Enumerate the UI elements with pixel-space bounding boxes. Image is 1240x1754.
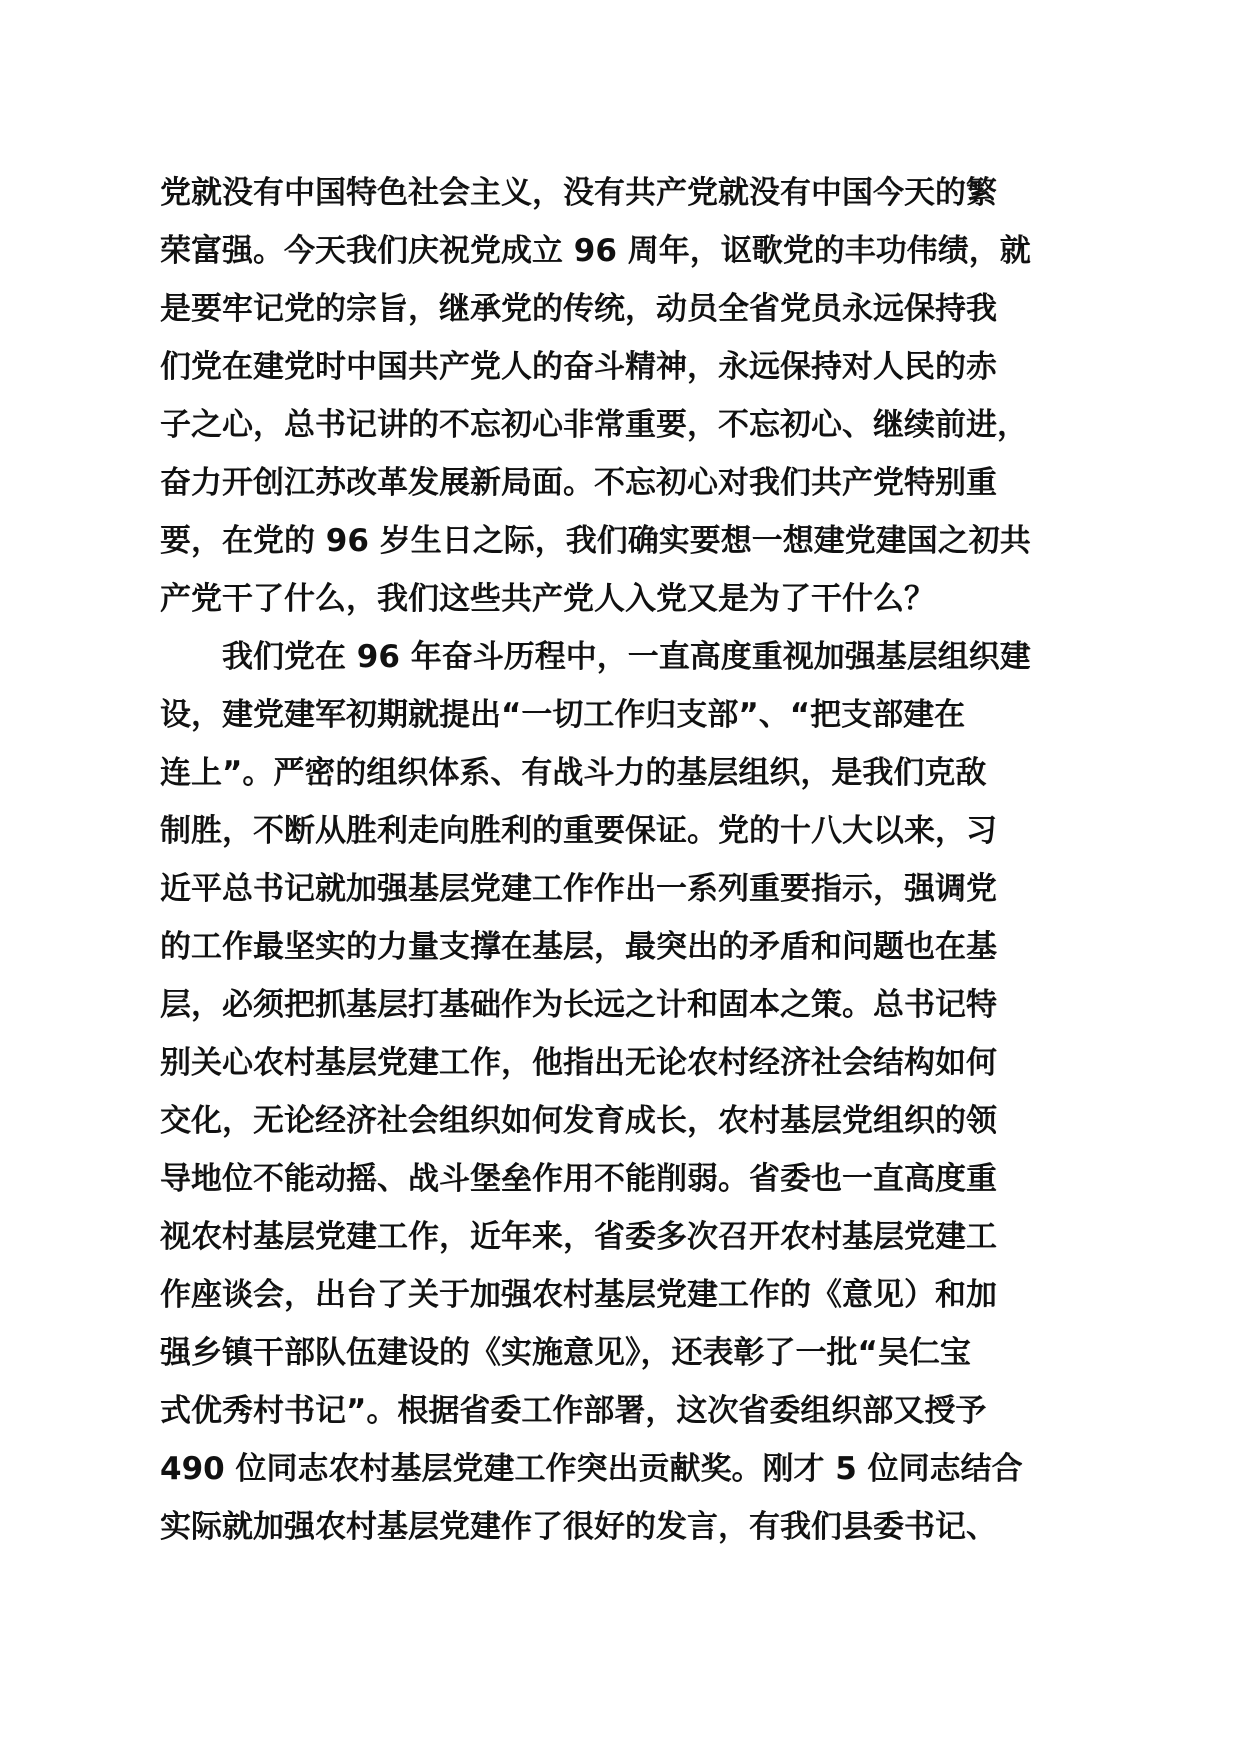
text-line: 导地位不能动摇、战斗堡垒作用不能削弱。省委也一直高度重 [160, 1161, 997, 1197]
text-line: 强乡镇干部队伍建设的《实施意见》，还表彰了一批“吴仁宝 [160, 1335, 971, 1371]
text-line: 490 位同志农村基层党建工作突出贡献奖。刚才 5 位同志结合 [160, 1451, 1023, 1487]
text-line: 作座谈会，出台了关于加强农村基层党建工作的《意见）和加 [160, 1277, 997, 1313]
text-line: 党就没有中国特色社会主义，没有共产党就没有中国今天的繁 [160, 175, 997, 211]
text-line: 要，在党的 96 岁生日之际，我们确实要想一想建党建国之初共 [160, 523, 1031, 559]
text-line: 荣富强。今天我们庆祝党成立 96 周年，讴歌党的丰功伟绩，就 [160, 233, 1031, 269]
text-line: 制胜，不断从胜利走向胜利的重要保证。党的十八大以来，习 [160, 813, 997, 849]
text-line: 近平总书记就加强基层党建工作作出一系列重要指示，强调党 [160, 871, 997, 907]
text-line: 是要牢记党的宗旨，继承党的传统，动员全省党员永远保持我 [160, 291, 997, 327]
text-line: 别关心农村基层党建工作，他指出无论农村经济社会结构如何 [160, 1045, 997, 1081]
text-line: 产党干了什么，我们这些共产党人入党又是为了干什么？ [160, 581, 935, 617]
text-line: 奋力开创江苏改革发展新局面。不忘初心对我们共产党特别重 [160, 465, 997, 501]
body-text [160, 164, 1080, 1556]
text-line: 式优秀村书记”。根据省委工作部署，这次省委组织部又授予 [160, 1393, 987, 1429]
text-line: 交化，无论经济社会组织如何发育成长，农村基层党组织的领 [160, 1103, 997, 1139]
text-line: 视农村基层党建工作，近年来，省委多次召开农村基层党建工 [160, 1219, 997, 1255]
text-line: 层，必须把抓基层打基础作为长远之计和固本之策。总书记特 [160, 987, 997, 1023]
text-line: 们党在建党时中国共产党人的奋斗精神，永远保持对人民的赤 [160, 349, 997, 385]
text-line: 的工作最坚实的力量支撑在基层，最突出的矛盾和问题也在基 [160, 929, 997, 965]
text-line: 设，建党建军初期就提出“一切工作归支部”、“把支部建在 [160, 697, 966, 733]
text-line: 实际就加强农村基层党建作了很好的发言，有我们县委书记、 [160, 1509, 997, 1545]
text-line: 连上”。严密的组织体系、有战斗力的基层组织，是我们克敌 [160, 755, 987, 791]
text-line: 我们党在 96 年奋斗历程中，一直高度重视加强基层组织建 [160, 639, 1031, 675]
text-line: 子之心，总书记讲的不忘初心非常重要，不忘初心、继续前进， [160, 407, 1028, 443]
